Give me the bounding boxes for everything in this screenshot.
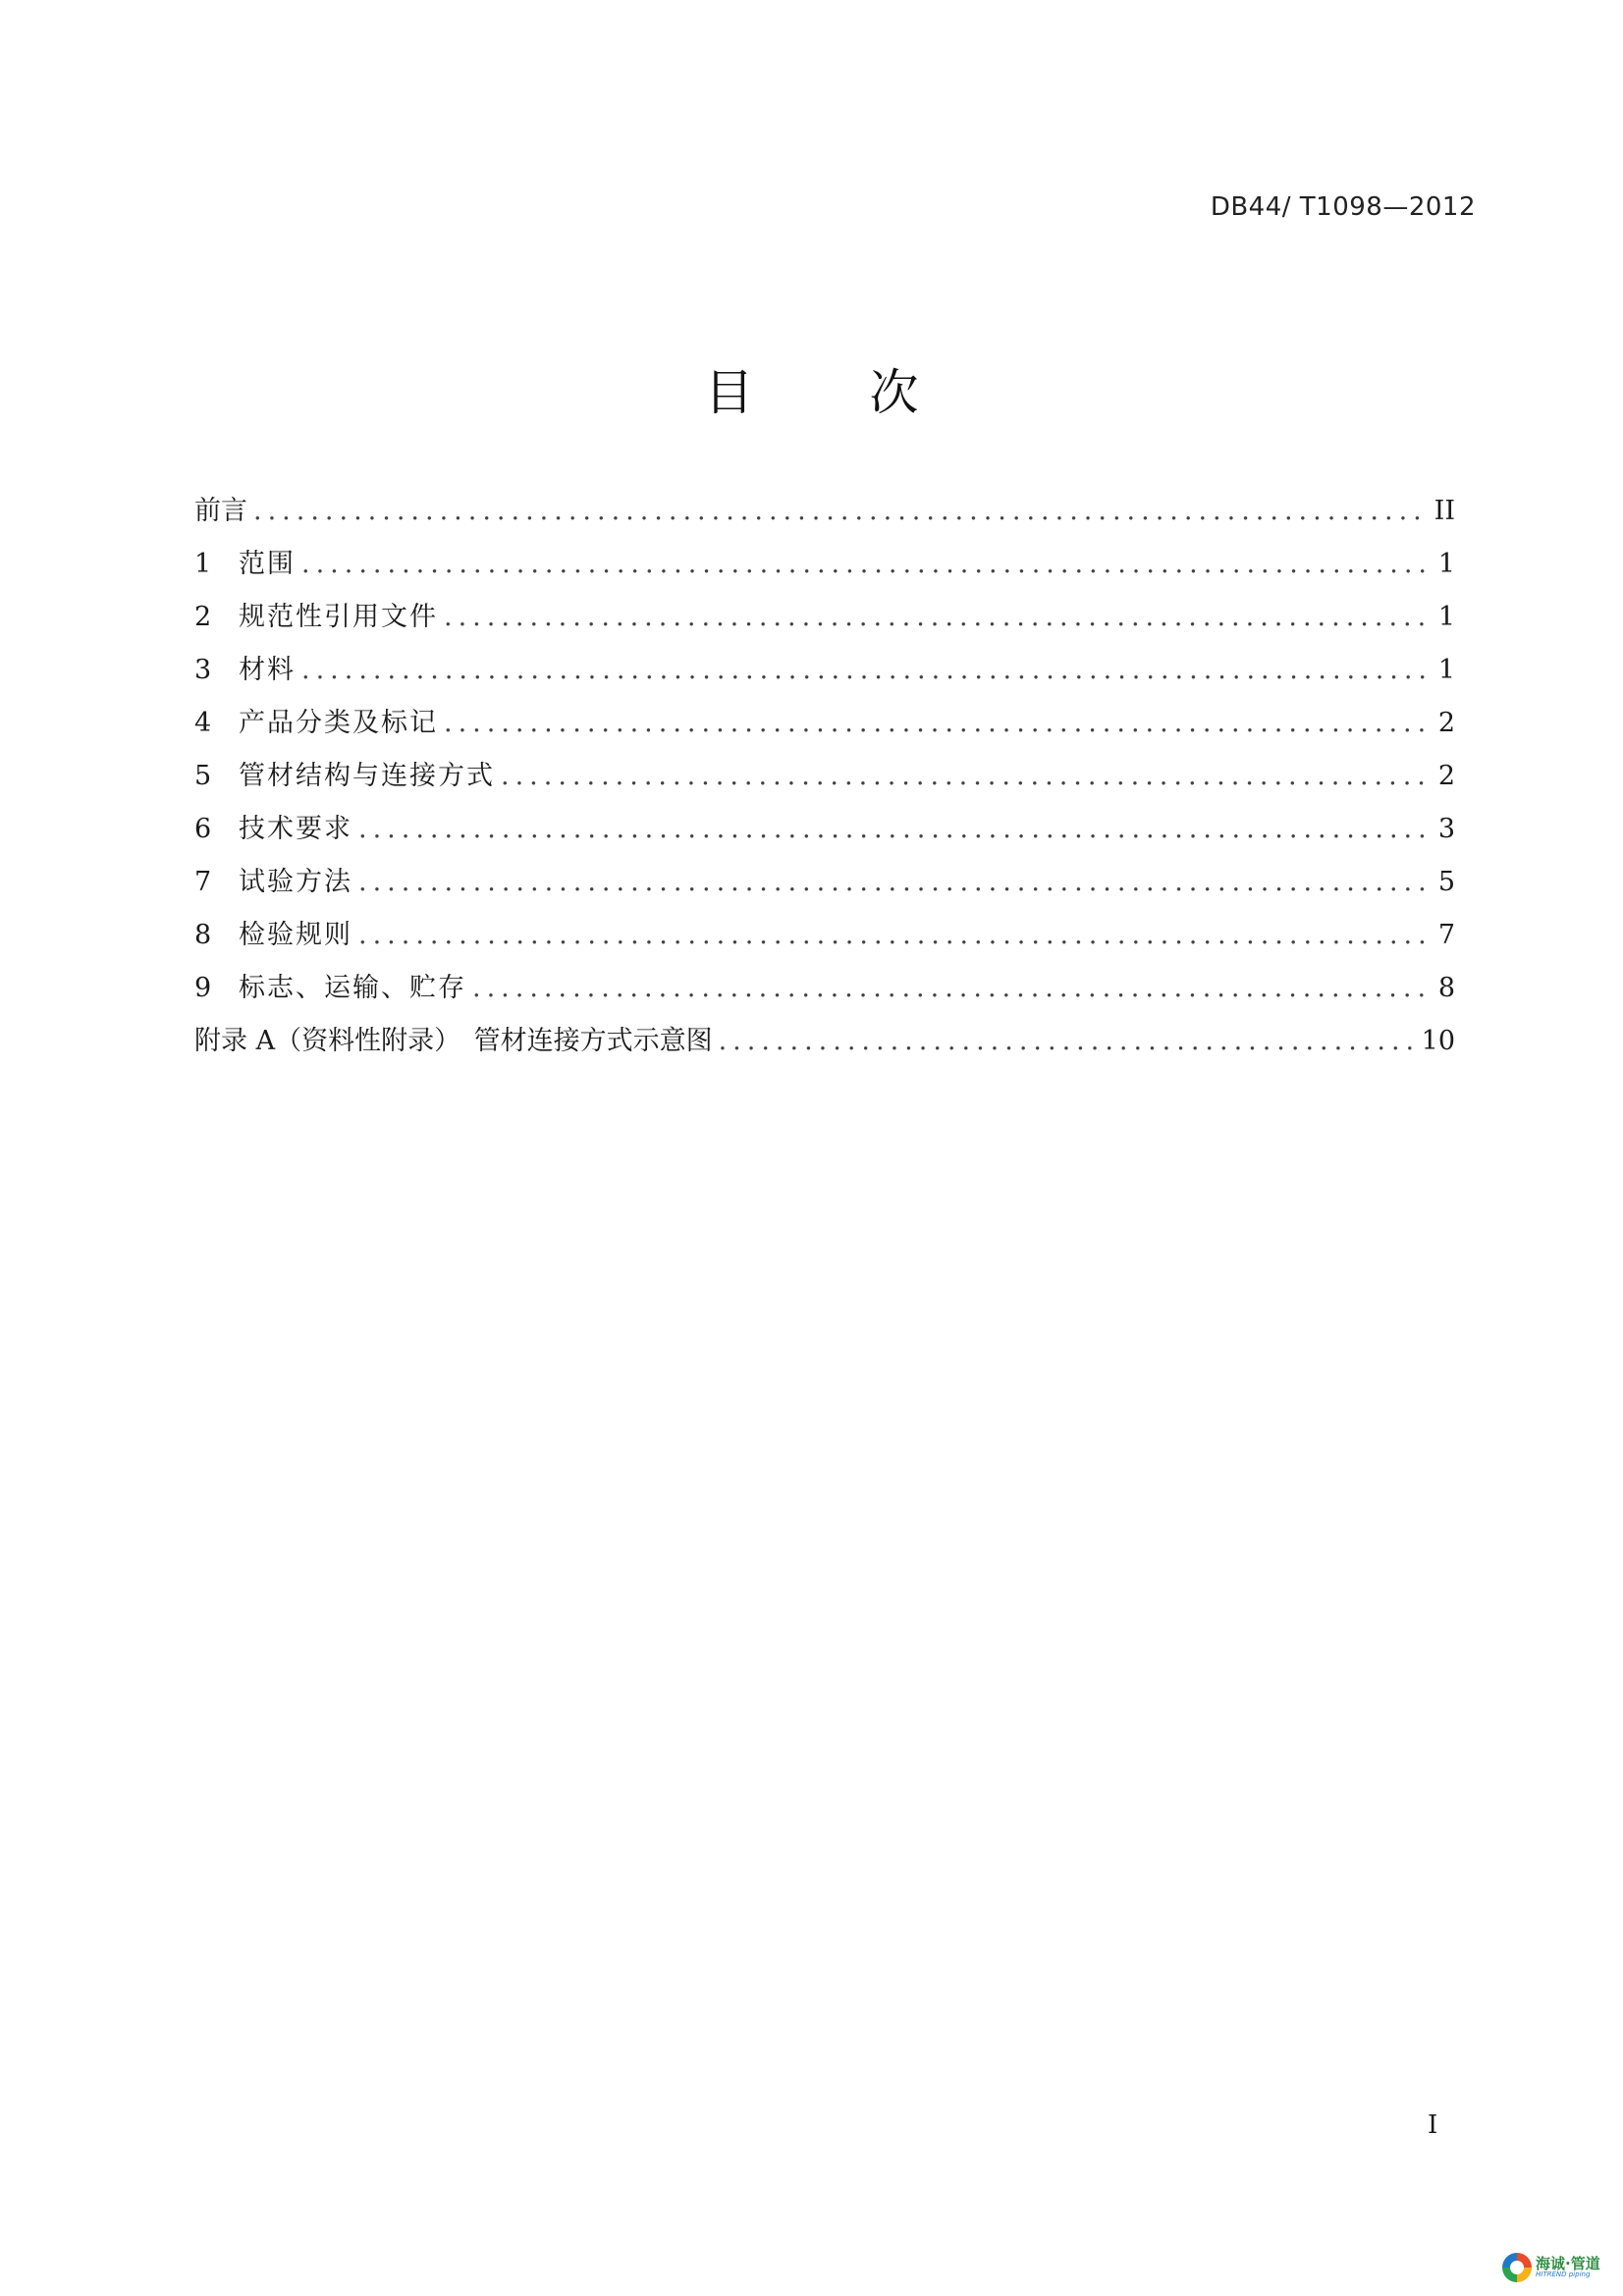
toc-entry-number: 3 xyxy=(194,655,212,685)
toc-entry-number: 7 xyxy=(194,867,212,897)
toc-entry-number: 5 xyxy=(194,761,212,791)
company-logo xyxy=(1502,2248,1620,2287)
toc-entry-number: 2 xyxy=(194,602,212,632)
toc-entry-number: 8 xyxy=(194,920,212,950)
toc-entry-page: 2 xyxy=(1437,708,1455,738)
toc-entry-page: 8 xyxy=(1437,973,1455,1003)
table-of-contents xyxy=(194,489,1455,1072)
toc-leader xyxy=(501,761,1430,791)
toc-leader xyxy=(472,973,1430,1003)
toc-leader xyxy=(301,549,1430,579)
toc-entry-5[interactable] xyxy=(194,754,1455,807)
toc-entry-label: 试验方法 xyxy=(239,867,352,897)
toc-leader xyxy=(358,867,1430,897)
toc-entry-4[interactable] xyxy=(194,701,1455,754)
logo-text-en: HITREND piping xyxy=(1536,2270,1591,2278)
toc-entry-6[interactable] xyxy=(194,807,1455,860)
toc-entry-label: 范围 xyxy=(239,549,296,579)
toc-entry-7[interactable] xyxy=(194,860,1455,913)
logo-text-cn: 海诚·管道 xyxy=(1536,2255,1600,2272)
toc-leader xyxy=(719,1026,1416,1056)
document-code: DB44/ T1098—2012 xyxy=(1210,192,1476,222)
toc-entry-number: 1 xyxy=(194,549,212,579)
toc-entry-label: 检验规则 xyxy=(239,920,352,950)
toc-entry-label: 材料 xyxy=(239,655,296,685)
toc-entry-page: 7 xyxy=(1437,920,1455,950)
toc-entry-label: 规范性引用文件 xyxy=(239,602,438,632)
toc-entry-page: 3 xyxy=(1437,814,1455,844)
page-title xyxy=(0,353,1623,424)
toc-entry-label: 标志、运输、贮存 xyxy=(239,973,466,1003)
toc-leader xyxy=(253,496,1429,526)
logo-mark-icon xyxy=(1502,2253,1532,2282)
toc-entry-page: 10 xyxy=(1421,1026,1455,1056)
toc-entry-label: 附录 A（资料性附录） 管材连接方式示意图 xyxy=(194,1026,713,1056)
toc-entry-9[interactable] xyxy=(194,966,1455,1019)
title-char-1: 目 xyxy=(704,364,754,421)
toc-entry-1[interactable] xyxy=(194,542,1455,595)
toc-entry-foreword[interactable] xyxy=(194,489,1455,542)
toc-entry-2[interactable] xyxy=(194,595,1455,648)
toc-entry-appendix-a[interactable] xyxy=(194,1019,1455,1072)
toc-entry-label: 前言 xyxy=(194,496,247,526)
toc-leader xyxy=(358,814,1430,844)
toc-leader xyxy=(444,602,1430,632)
toc-entry-8[interactable] xyxy=(194,913,1455,966)
toc-entry-page: 1 xyxy=(1437,549,1455,579)
title-char-2: 次 xyxy=(869,364,919,421)
toc-entry-page: II xyxy=(1434,496,1455,526)
toc-entry-label: 管材结构与连接方式 xyxy=(239,761,495,791)
toc-entry-number: 6 xyxy=(194,814,212,844)
page-number: I xyxy=(1428,2110,1438,2140)
toc-entry-3[interactable] xyxy=(194,648,1455,701)
toc-entry-label: 产品分类及标记 xyxy=(239,708,438,738)
toc-leader xyxy=(444,708,1430,738)
toc-entry-page: 2 xyxy=(1437,761,1455,791)
toc-entry-label: 技术要求 xyxy=(239,814,352,844)
toc-entry-page: 1 xyxy=(1437,602,1455,632)
toc-entry-page: 1 xyxy=(1437,655,1455,685)
toc-entry-page: 5 xyxy=(1437,867,1455,897)
toc-leader xyxy=(301,655,1430,685)
toc-entry-number: 4 xyxy=(194,708,212,738)
toc-leader xyxy=(358,920,1430,950)
toc-entry-number: 9 xyxy=(194,973,212,1003)
